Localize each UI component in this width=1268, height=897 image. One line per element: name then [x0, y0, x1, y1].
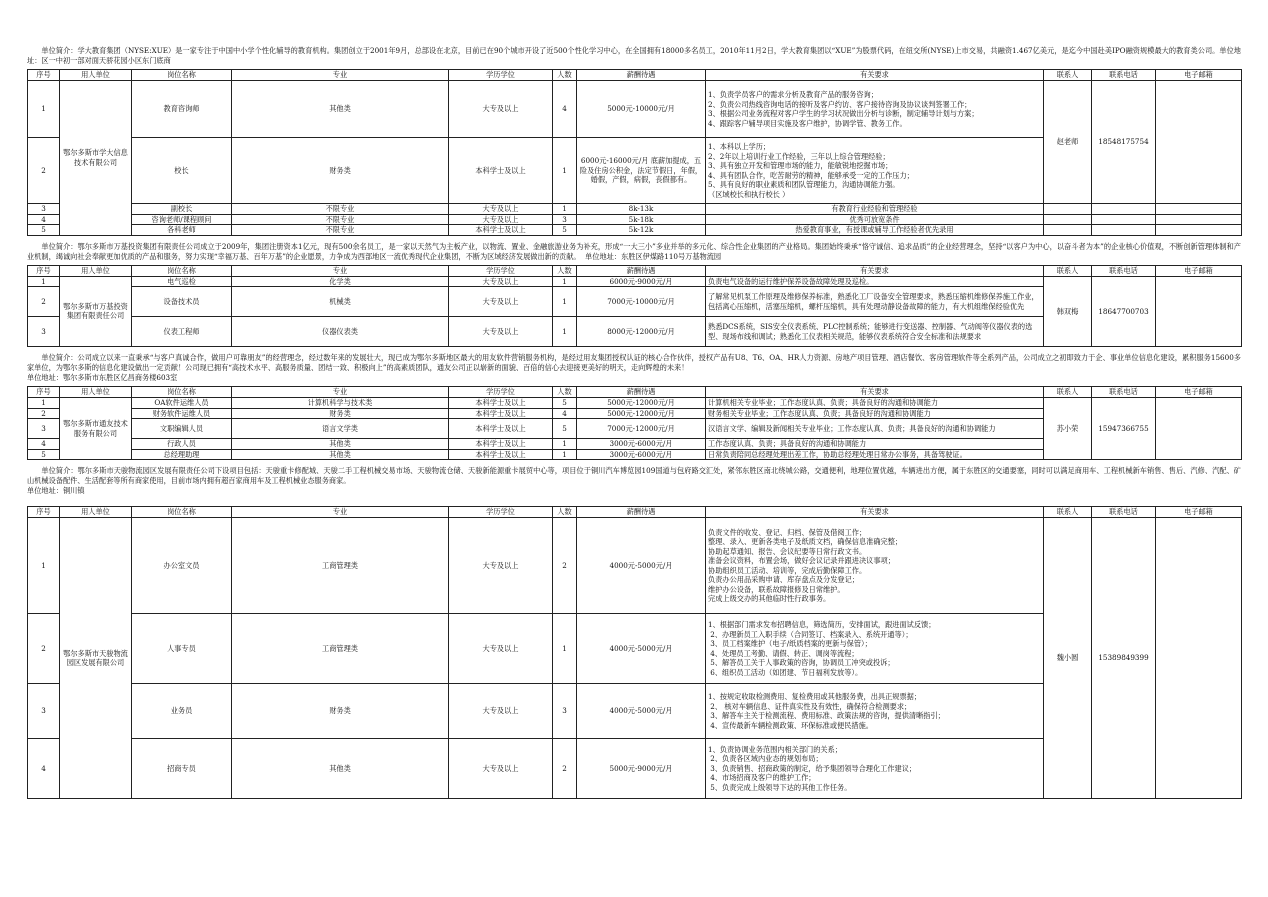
- requirements: 负责文件的收发、登记、归档、保管及借阅工作； 整理、录入、更新各类电子及纸质文档，确保信息准确完整； 协助起草通知、报告、会议纪要等日常行政文书。 准备会议资料，布置会场，做好会议记录并跟进决议事项； 协助组织员工活动、培训等，完成后勤保障工作。 负责办公用品采购申请、库存盘点及分发登记； 维护办公设备，联系故障报修及日常维护。 完成上级交办的其他临时性行政事务。: [706, 518, 1044, 614]
- row-no: 3: [28, 317, 60, 347]
- requirements: 1、根据部门需求发布招聘信息，筛选简历，安排面试，跟进面试反馈； 2、办理新员工入职手续（合同签订、档案录入、系统开通等）； 3、员工档案维护（电子/纸质档案的更新与保管）； 4、处理员工考勤、请假、转正、调岗等流程； 5、解答员工关于人事政策的咨询，协调员工冲突或投诉； 6、组织员工活动（如团建、节日福利发放等）。: [706, 614, 1044, 684]
- header-job: 岗位名称: [132, 387, 232, 398]
- major: 化学类: [232, 276, 449, 287]
- pay: 4000元-5000元/月: [577, 614, 706, 684]
- contact-phone-empty: [1092, 204, 1156, 215]
- company-name: 鄂尔多斯市天骏物流园区发展有限公司: [60, 518, 132, 799]
- education: 大专及以上: [449, 214, 553, 225]
- header-email: 电子邮箱: [1156, 70, 1242, 81]
- major: 不限专业: [232, 214, 449, 225]
- headcount: 5: [553, 225, 577, 236]
- job-title: 业务员: [132, 684, 232, 739]
- header-education: 学历学位: [449, 387, 553, 398]
- job-title: 招商专员: [132, 739, 232, 799]
- header-job: 岗位名称: [132, 70, 232, 81]
- contact-person: 苏小荣: [1044, 398, 1092, 460]
- headcount: 3: [553, 684, 577, 739]
- company-intro: 单位简介：公司成立以来一直秉承“与客户真诚合作，做用户可靠朋友”的经营理念，经过数年来的发展壮大，现已成为鄂尔多斯地区最大的用友软件营销服务机构，是经过用友集团授权认证的核心合作伙伴，授权产品有U8、T6、OA、HR人力资源、房地产项目管理、酒店餐饮、客房管理软件等全系列产品，公司成立之初即致力于企、事业单位信息化建设，累积服务15600多家单位，为鄂尔多斯的信息化建设做出一定贡献！公司现已拥有“高技术水平、高服务质量、团结一致、积极向上”的高素质团队，通友公司正以崭新的面貌、百倍的信心去迎接更美好的明天，走向辉煌的未来！: [27, 353, 1241, 372]
- contact-phone: 18647700703: [1092, 276, 1156, 347]
- header-count: 人数: [553, 70, 577, 81]
- major: 语言文学类: [232, 419, 449, 439]
- header-major: 专业: [232, 507, 449, 518]
- headcount: 3: [553, 214, 577, 225]
- headcount: 1: [553, 317, 577, 347]
- pay: 5000元-10000元/月: [577, 81, 706, 138]
- major: 其他类: [232, 449, 449, 460]
- header-major: 专业: [232, 387, 449, 398]
- job-title: OA软件运维人员: [132, 398, 232, 409]
- job-title: 人事专员: [132, 614, 232, 684]
- table-header-row: [28, 70, 1242, 81]
- header-company: 用人单位: [60, 70, 132, 81]
- company-intro: 单位简介：学大教育集团（NYSE:XUE）是一家专注于中国中小学个性化辅导的教育机构。集团创立于2001年9月，总部设在北京，目前已在90个城市开设了近500个性化学习中心，在全国拥有18000多名员工，2010年11月2日，学大教育集团以“XUE”为股票代码，在纽交所(NYSE)上市交易，共融资1.467亿美元，是迄今中国赴美IPO融资规模最大的教育类公司。单位地址：区一中初一部对面天骄花园小区东门底商: [27, 46, 1241, 65]
- pay: 5k-12k: [577, 225, 706, 236]
- requirements: 熟悉DCS系统，SIS安全仪表系统、PLC控制系统；能够进行变送器、控制器、气动阀等仪器仪表的选型、现场布线和调试；熟悉化工仪表相关规范，能够仪表系统符合安全标准和法规要求: [706, 317, 1044, 347]
- row-no: 2: [28, 287, 60, 317]
- major: 其他类: [232, 81, 449, 138]
- header-pay: 薪酬待遇: [577, 507, 706, 518]
- requirements: 1、按规定收取检测费用、复检费用或其他服务费，出具正规票据； 2、 核对车辆信息、证件真实性及有效性，确保符合检测要求； 3、解答车主关于检测流程、费用标准、政策法规的咨询，提供清晰指引； 4、宣传最新车辆检测政策、环保标准或便民措施。: [706, 684, 1044, 739]
- row-no: 3: [28, 419, 60, 439]
- job-title: 咨询老师/课程顾问: [132, 214, 232, 225]
- major: 其他类: [232, 439, 449, 450]
- pay: 4000元-5000元/月: [577, 518, 706, 614]
- major: 不限专业: [232, 204, 449, 215]
- row-no: 1: [28, 276, 60, 287]
- education: 本科学士及以上: [449, 138, 553, 204]
- contact-person-empty: [1044, 214, 1092, 225]
- header-job: 岗位名称: [132, 507, 232, 518]
- headcount: 5: [553, 398, 577, 409]
- contact-email: [1156, 518, 1242, 799]
- major: 财务类: [232, 408, 449, 419]
- major: 工商管理类: [232, 614, 449, 684]
- headcount: 1: [553, 287, 577, 317]
- pay: 5000元-12000元/月: [577, 408, 706, 419]
- table-row: [28, 398, 1242, 409]
- contact-phone: 18548175754: [1092, 81, 1156, 204]
- headcount: 1: [553, 204, 577, 215]
- headcount: 1: [553, 138, 577, 204]
- table-header-row: [28, 265, 1242, 276]
- education: 大专及以上: [449, 204, 553, 215]
- pay: 8k-13k: [577, 204, 706, 215]
- header-company: 用人单位: [60, 507, 132, 518]
- company-name: 鄂尔多斯市通友技术服务有限公司: [60, 398, 132, 460]
- row-no: 3: [28, 684, 60, 739]
- job-table: [27, 506, 1242, 799]
- education: 大专及以上: [449, 739, 553, 799]
- contact-person: 韩双梅: [1044, 276, 1092, 347]
- company-intro: 单位简介：鄂尔多斯市万基投资集团有限责任公司成立于2009年，集团注册资本1亿元，现有500余名员工，是一家以天然气为主板产业，以物流、置业、金融旅游业务为补充，形成“一大三小”多业并举的多元化、综合性企业集团的产业格局。集团始终秉承“恪守诚信、追求品质”的企业经营理念，坚持“以客户为中心，以奋斗者为本”的企业核心价值观，不断创新管理体制和产业机制，竭诚向社会奉献更加优质的产品和服务，努力实现“幸福万基、百年万基”的企业愿景，力争成为西部地区一流优秀现代企业集团，不断为区域经济发展做出新的贡献。 单位地址：东胜区伊煤路110号万基物流园: [27, 241, 1241, 261]
- row-no: 4: [28, 739, 60, 799]
- requirements: 优秀可放宽条件: [706, 214, 1044, 225]
- requirements: 了解常见机泵工作原理及维修保养标准，熟悉化工厂设备安全管理要求，熟悉压缩机维修保养施工作业，包括离心压缩机，活塞压缩机，螺杆压缩机，具有处理动静设备故障的能力，有大机组维保经验优先: [706, 287, 1044, 317]
- header-no: 序号: [28, 387, 60, 398]
- headcount: 2: [553, 739, 577, 799]
- row-no: 1: [28, 81, 60, 138]
- headcount: 4: [553, 81, 577, 138]
- requirements: 有教育行业经验和管理经验: [706, 204, 1044, 215]
- header-phone: 联系电话: [1092, 507, 1156, 518]
- pay: 3000元-6000元/月: [577, 449, 706, 460]
- requirements: 汉语言文学、编辑及新闻相关专业毕业；工作态度认真、负责；具备良好的沟通和协调能力: [706, 419, 1044, 439]
- education: 本科学士及以上: [449, 439, 553, 450]
- row-no: 3: [28, 204, 60, 215]
- education: 本科学士及以上: [449, 225, 553, 236]
- contact-person-empty: [1044, 225, 1092, 236]
- headcount: 5: [553, 419, 577, 439]
- header-job: 岗位名称: [132, 265, 232, 276]
- header-education: 学历学位: [449, 265, 553, 276]
- contact-email-empty: [1156, 204, 1242, 215]
- row-no: 1: [28, 518, 60, 614]
- education: 本科学士及以上: [449, 398, 553, 409]
- header-no: 序号: [28, 265, 60, 276]
- contact-person: 赵老师: [1044, 81, 1092, 204]
- header-requirements: 有关要求: [706, 265, 1044, 276]
- pay: 5000元-12000元/月: [577, 398, 706, 409]
- contact-phone-empty: [1092, 214, 1156, 225]
- education: 本科学士及以上: [449, 408, 553, 419]
- header-phone: 联系电话: [1092, 265, 1156, 276]
- job-table: [27, 265, 1242, 348]
- header-pay: 薪酬待遇: [577, 265, 706, 276]
- pay: 3000元-6000元/月: [577, 439, 706, 450]
- header-major: 专业: [232, 265, 449, 276]
- header-contact: 联系人: [1044, 507, 1092, 518]
- education: 本科学士及以上: [449, 449, 553, 460]
- company-address: 单位地址：铜川镇: [27, 486, 85, 495]
- job-title: 财务软件运维人员: [132, 408, 232, 419]
- header-contact: 联系人: [1044, 70, 1092, 81]
- education: 大专及以上: [449, 317, 553, 347]
- requirements: 财务相关专业毕业；工作态度认真、负责；具备良好的沟通和协调能力: [706, 408, 1044, 419]
- table-row: [28, 204, 1242, 215]
- headcount: 4: [553, 408, 577, 419]
- header-count: 人数: [553, 387, 577, 398]
- contact-email-empty: [1156, 214, 1242, 225]
- headcount: 1: [553, 614, 577, 684]
- header-requirements: 有关要求: [706, 70, 1044, 81]
- row-no: 1: [28, 398, 60, 409]
- requirements: 1、负责学员客户的需求分析及教育产品的服务咨询； 2、负责公司热线咨询电话的接听及客户约访、客户接待咨询及协议谈判签署工作； 3、根据公司业务流程对客户学生的学习状况做出分析与诊断，制定辅导计划与方案； 4、跟踪客户辅导项目实施及客户维护，协调学管、教务工作。: [706, 81, 1044, 138]
- recruitment-document: [27, 34, 1241, 805]
- education: 大专及以上: [449, 518, 553, 614]
- education: 大专及以上: [449, 276, 553, 287]
- header-company: 用人单位: [60, 387, 132, 398]
- requirements: 日常负责陪同总经理处理出差工作，协助总经理处理日常办公事务，具备驾驶证。: [706, 449, 1044, 460]
- row-no: 2: [28, 614, 60, 684]
- header-email: 电子邮箱: [1156, 507, 1242, 518]
- header-company: 用人单位: [60, 265, 132, 276]
- major: 不限专业: [232, 225, 449, 236]
- job-title: 设备技术员: [132, 287, 232, 317]
- job-table: [27, 69, 1242, 236]
- contact-phone-empty: [1092, 225, 1156, 236]
- headcount: 1: [553, 439, 577, 450]
- requirements: 工作态度认真、负责；具备良好的沟通和协调能力: [706, 439, 1044, 450]
- contact-phone: 15947366755: [1092, 398, 1156, 460]
- job-title: 总经理助理: [132, 449, 232, 460]
- header-no: 序号: [28, 70, 60, 81]
- requirements: 热爱教育事业，有授课或辅导工作经验者优先录用: [706, 225, 1044, 236]
- job-title: 仪表工程师: [132, 317, 232, 347]
- header-contact: 联系人: [1044, 265, 1092, 276]
- header-no: 序号: [28, 507, 60, 518]
- row-no: 2: [28, 138, 60, 204]
- header-phone: 联系电话: [1092, 387, 1156, 398]
- job-title: 文职编辑人员: [132, 419, 232, 439]
- company-address: 单位地址：鄂尔多斯市东胜区亿昌商务楼603室: [27, 373, 178, 382]
- pay: 5k-18k: [577, 214, 706, 225]
- education: 大专及以上: [449, 81, 553, 138]
- job-title: 办公室文员: [132, 518, 232, 614]
- job-table: [27, 386, 1242, 460]
- table-header-row: [28, 387, 1242, 398]
- header-education: 学历学位: [449, 70, 553, 81]
- major: 财务类: [232, 684, 449, 739]
- pay: 6000元-16000元/月 底薪加提成，五险及住房公积金，法定节假日，年假，婚假，产假，病假，丧假都有。: [577, 138, 706, 204]
- row-no: 2: [28, 408, 60, 419]
- contact-person-empty: [1044, 204, 1092, 215]
- headcount: 2: [553, 518, 577, 614]
- table-row: [28, 276, 1242, 287]
- header-pay: 薪酬待遇: [577, 70, 706, 81]
- row-no: 5: [28, 225, 60, 236]
- row-no: 5: [28, 449, 60, 460]
- table-row: [28, 518, 1242, 614]
- contact-email-empty: [1156, 225, 1242, 236]
- headcount: 1: [553, 276, 577, 287]
- company-name: 鄂尔多斯市学大信息技术有限公司: [60, 81, 132, 236]
- contact-person: 魏小圆: [1044, 518, 1092, 799]
- job-title: 各科老师: [132, 225, 232, 236]
- header-major: 专业: [232, 70, 449, 81]
- header-phone: 联系电话: [1092, 70, 1156, 81]
- pay: 4000元-5000元/月: [577, 684, 706, 739]
- requirements: 1、负责协调业务范围内相关部门的关系； 2、负责各区域内业态的规划布局； 3、负责销售、招商政策的制定，给予集团领导合理化工作建议； 4、市场招商及客户的维护工作； 5、负责完成上级领导下达的其他工作任务。: [706, 739, 1044, 799]
- table-row: [28, 81, 1242, 138]
- job-title: 副校长: [132, 204, 232, 215]
- table-row: [28, 214, 1242, 225]
- job-title: 行政人员: [132, 439, 232, 450]
- contact-email: [1156, 276, 1242, 347]
- header-requirements: 有关要求: [706, 387, 1044, 398]
- education: 大专及以上: [449, 614, 553, 684]
- requirements: 1、本科以上学历； 2、2年以上培训行业工作经验，三年以上综合管理经验； 3、具有独立开发和管理市场的能力，能敏锐地挖掘市场； 4、具有团队合作，吃苦耐劳的精神，能够承受一定的工作压力； 5、具有良好的职业素质和团队管理能力，沟通协调能力强。 （区域校长和执行校长 ）: [706, 138, 1044, 204]
- pay: 7000元-10000元/月: [577, 287, 706, 317]
- requirements: 负责电气设备的运行维护保养设备故障处理及巡检。: [706, 276, 1044, 287]
- header-contact: 联系人: [1044, 387, 1092, 398]
- contact-phone: 15389849399: [1092, 518, 1156, 799]
- job-title: 电气巡检: [132, 276, 232, 287]
- major: 机械类: [232, 287, 449, 317]
- company-name: 鄂尔多斯市万基投资集团有限责任公司: [60, 276, 132, 347]
- header-requirements: 有关要求: [706, 507, 1044, 518]
- job-title: 校长: [132, 138, 232, 204]
- header-email: 电子邮箱: [1156, 387, 1242, 398]
- job-title: 教育咨询师: [132, 81, 232, 138]
- requirements: 计算机相关专业毕业；工作态度认真、负责；具备良好的沟通和协调能力: [706, 398, 1044, 409]
- header-count: 人数: [553, 507, 577, 518]
- contact-email: [1156, 81, 1242, 204]
- header-education: 学历学位: [449, 507, 553, 518]
- contact-email: [1156, 398, 1242, 460]
- header-count: 人数: [553, 265, 577, 276]
- education: 本科学士及以上: [449, 419, 553, 439]
- row-no: 4: [28, 439, 60, 450]
- major: 仪器仪表类: [232, 317, 449, 347]
- company-intro: 单位简介：鄂尔多斯市天骏物流园区发展有限责任公司下设项目包括：天骏重卡修配城、天骏二手工程机械交易市场、天骏物流仓储、天骏新能源重卡展贸中心等，项目位于铜川汽车博览园109国道与包府路交汇处，紧邻东胜区南北绕城公路，交通便利，地理位置优越，车辆进出方便，属于东胜区的交通要塞，同时可以满足商用车、工程机械新车销售、售后、汽修、汽配、矿山机械设备配件、生活配套等所有商家使用，目前市场内拥有超百家商用车及工程机械业态服务商家。: [27, 466, 1241, 485]
- pay: 7000元-12000元/月: [577, 419, 706, 439]
- table-row: [28, 225, 1242, 236]
- header-pay: 薪酬待遇: [577, 387, 706, 398]
- major: 工商管理类: [232, 518, 449, 614]
- header-email: 电子邮箱: [1156, 265, 1242, 276]
- education: 大专及以上: [449, 684, 553, 739]
- pay: 5000元-9000元/月: [577, 739, 706, 799]
- major: 财务类: [232, 138, 449, 204]
- row-no: 4: [28, 214, 60, 225]
- pay: 6000元-9000元/月: [577, 276, 706, 287]
- headcount: 1: [553, 449, 577, 460]
- pay: 8000元-12000元/月: [577, 317, 706, 347]
- education: 大专及以上: [449, 287, 553, 317]
- major: 计算机科学与技术类: [232, 398, 449, 409]
- table-header-row: [28, 507, 1242, 518]
- major: 其他类: [232, 739, 449, 799]
